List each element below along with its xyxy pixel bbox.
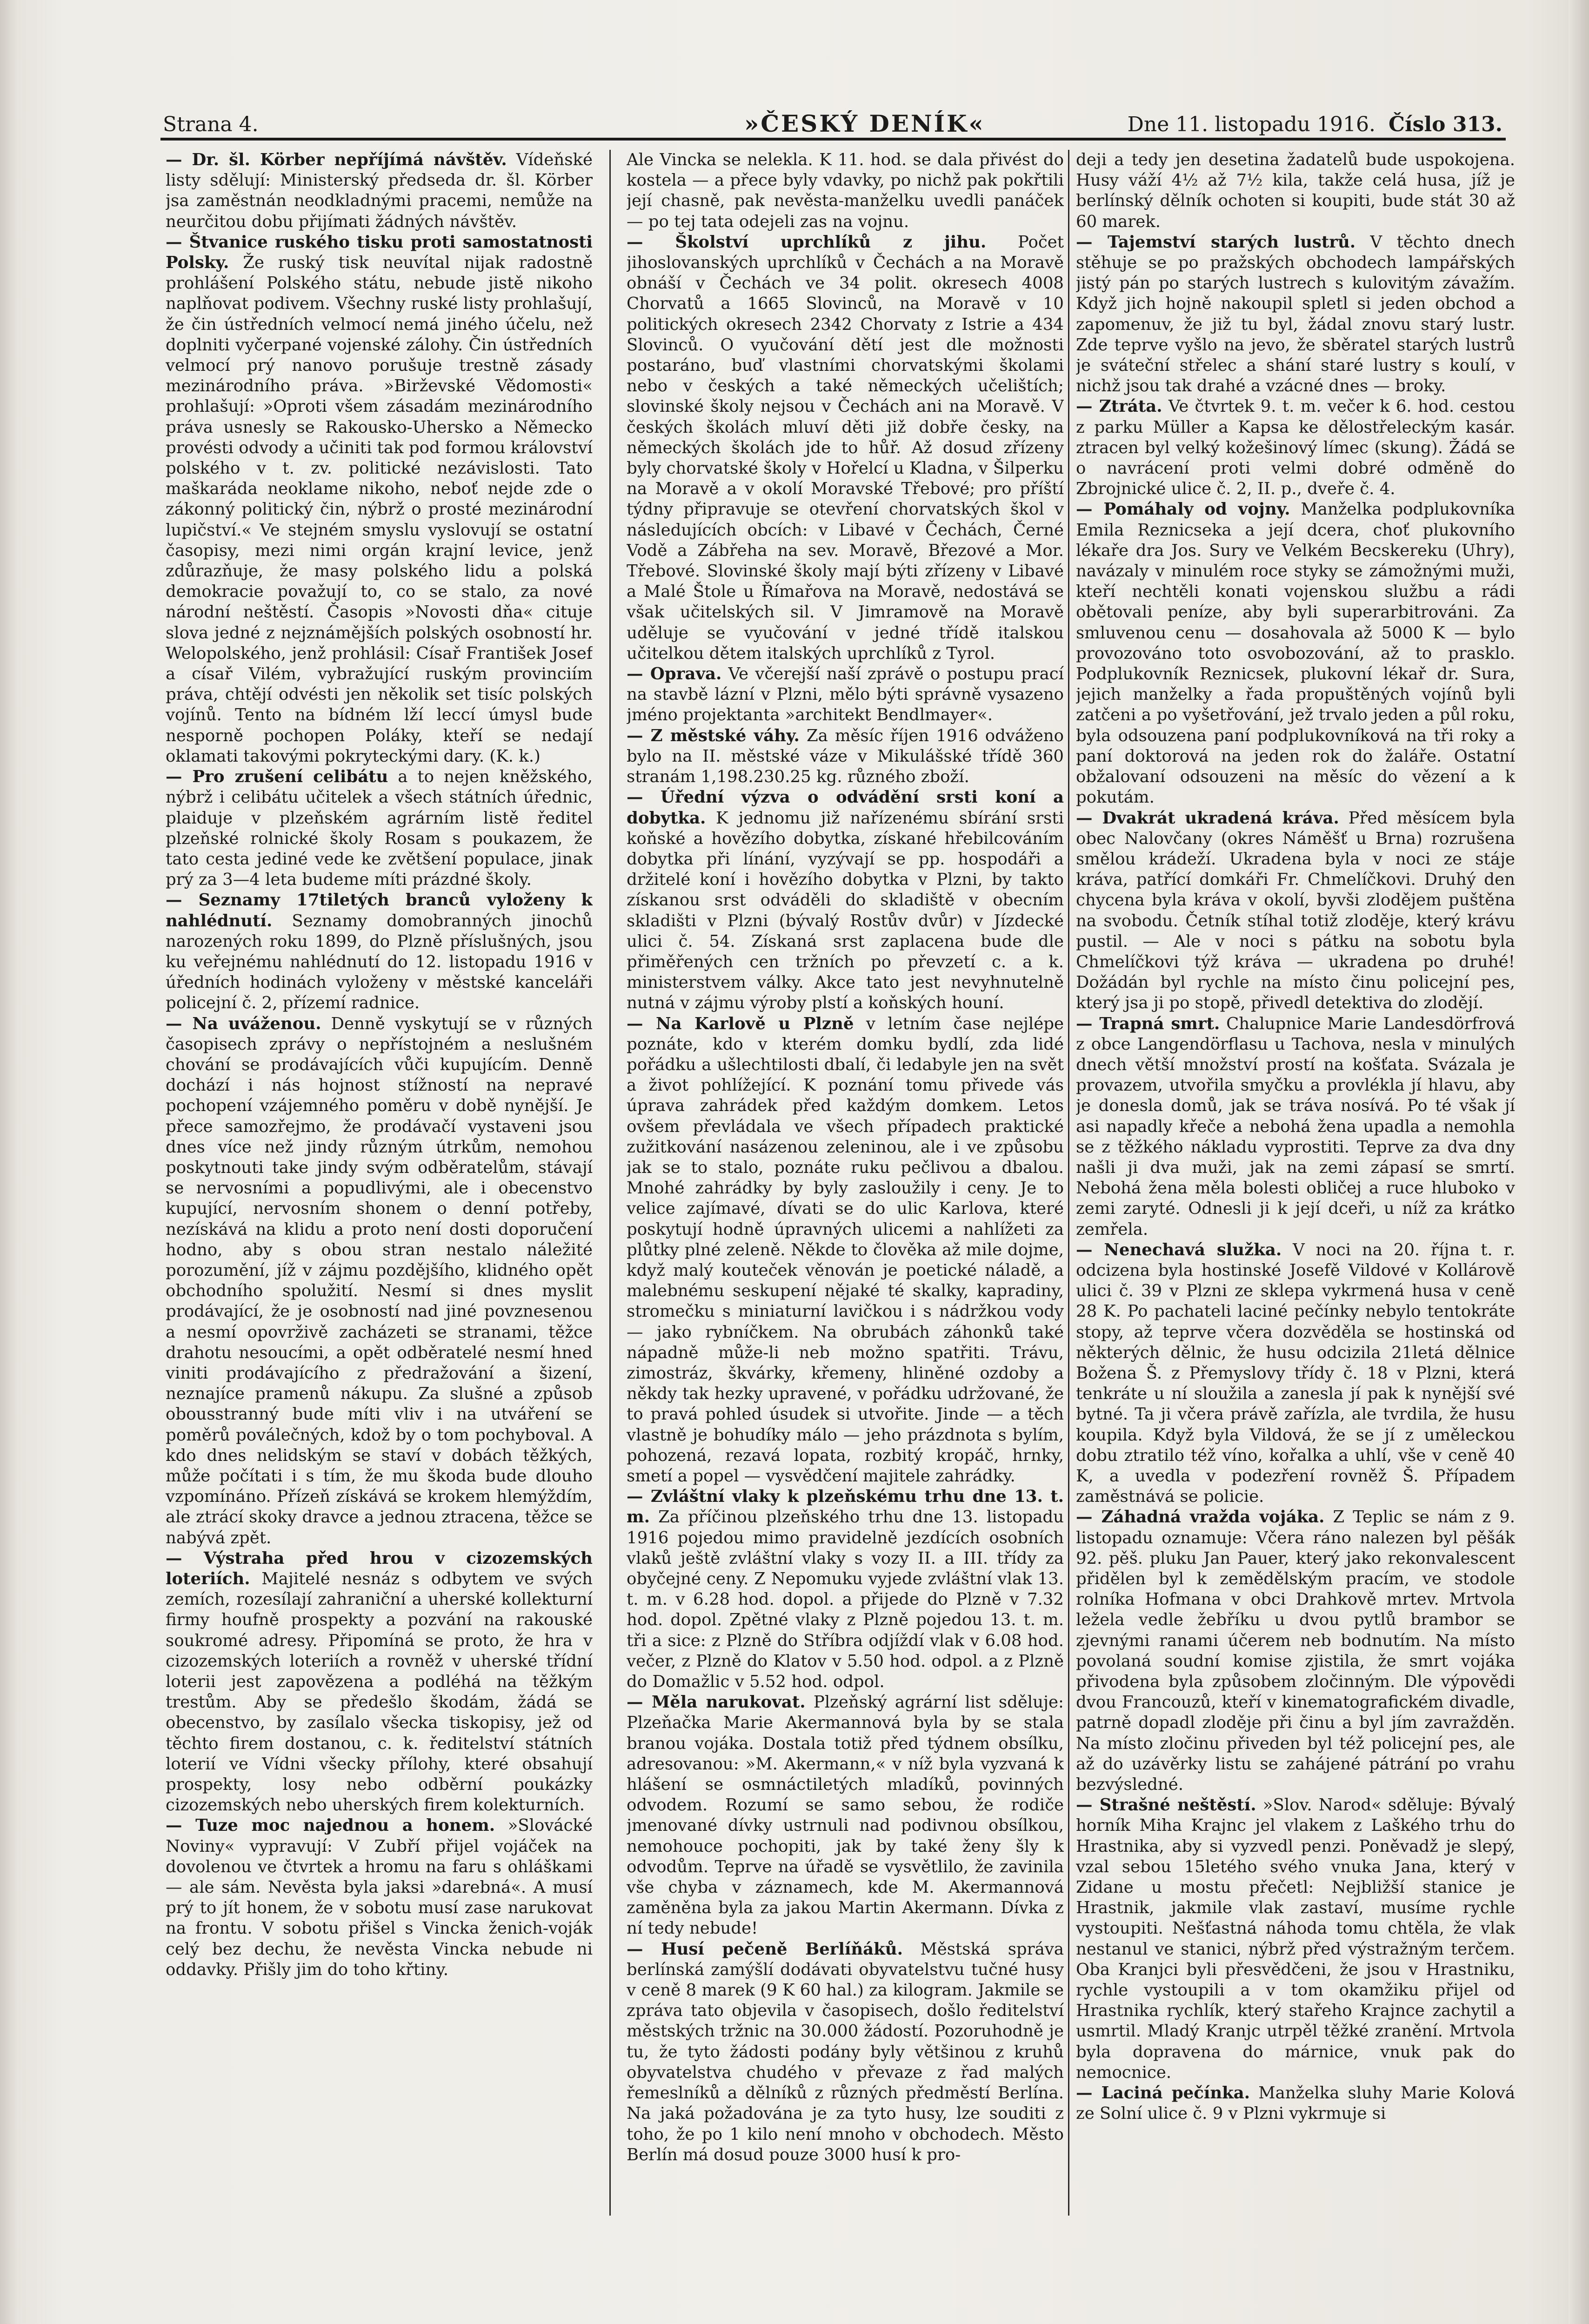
column-divider: [609, 150, 611, 2216]
article-body: a to nejen kněžského, nýbrž i celibátu učitelek a všech státních úřednic, plaiduje v plzeňském agrárním listě ředitel plzeňské rolnické školy Rosam s poukazem, že tato cesta jediné vede ke zvětšení populace, jinak prý za 3—4 leta budeme míti prázdné školy.: [166, 767, 593, 890]
article-body: »Slov. Narod« sděluje: Bývalý horník Miha Krajnc jel vlakem z Laškého trhu do Hrastnika, aby si vyzvedl penzi. Poněvadž je slepý, vzal sebou 15letého svého vnuka Jana, který v Zidane u mostu přečetl: Nejbližší stanice je Hrastnik, jakmile vlak zastaví, musíme rychle vystoupiti. Nešťastná náhoda tomu chtěla, že vlak nestanul ve stanici, nýbrž před výstražným terčem. Oba Kranjci byli přesvědčeni, že jsou v Hrastniku, rychle vystoupili a v tom okamžiku přijel od Hrastnika rychlík, který stařeho Krajnce zachytil a usmrtil. Mladý Kranjc utrpěl těžké zranění. Mrtvola byla dopravena do márnice, vnuk pak do nemocnice.: [1076, 1795, 1515, 2082]
article-headline: — Pomáhaly od vojny.: [1076, 500, 1290, 519]
masthead: »ČESKÝ DENÍK«: [744, 110, 985, 137]
article-headline: — Dr. šl. Körber nepříjímá návštěv.: [166, 150, 507, 169]
issue-number: Číslo 313.: [1388, 113, 1502, 136]
article-paragraph: [1076, 396, 1515, 499]
scan-edge-left: [0, 0, 19, 2324]
article-body: Ve čtvrtek 9. t. m. večer k 6. hod. cestou z parku Müller a Kapsa ke dělostřeleckým kasár. ztracen byl velký kožešinový límec (skung). Žádá se o navrácení proti velmi dobré odměně do Zbrojnické ulice č. 2, II. p., dveře č. 4.: [1076, 397, 1515, 499]
column-divider: [1068, 150, 1069, 2216]
article-paragraph: [627, 1692, 1064, 1939]
article-paragraph: [627, 1014, 1064, 1487]
article-body: Z Teplic se nám z 9. listopadu oznamuje: Včera ráno nalezen byl pěšák 92. pěš. pluku Jan Pauer, který jako rekonvalescent přidělen byl k zemědělským pracím, ve stodole rolníka Hofmana v obci Drahkově mrtev. Mrtvola ležela vedle žebříku u dvou pytlů brambor se zjevnými ranami účerem neb bodnutím. Na místo povolaná soudní komise zjistila, že smrt vojáka přivodena byla způsobem zločinným. Dle výpovědi dvou Francouzů, kteří v kinematografickém divadle, patrně dopadl zloděje při činu a byl jím zavražděn. Na místo zločinu přiveden byl též policejní pes, ale až do uzávěrky listu se zahájené pátrání po vrahu bezvýsledné.: [1076, 1507, 1515, 1795]
article-body: Majitelé nesnáz s odbytem ve svých zemích, rozesílají zahraniční a uherské kollekturní firmy houfně prospekty a pozvání na rakouské soukromé adresy. Připomíná se proto, že hra v cizozemských loteriích a rovněž v uherské třídní loterii jest zapovězena a podléhá na těžkým trestům. Aby se předešlo škodám, žádá se obecenstvo, by zasílalo všecka tiskopisy, jež od těchto firem dostanou, c. k. ředitelství státních loterií ve Vídni všecky přílohy, které obsahují prospekty, losy nebo odběrní poukázky cizozemských nebo uherských firem kolekturních.: [166, 1569, 593, 1815]
article-paragraph: [166, 1014, 593, 1548]
article-paragraph: [1076, 1507, 1515, 1795]
page-header: [163, 108, 1502, 141]
article-body: Počet jihoslovanských uprchlíků v Čechách a na Moravě obnáší v Čechách ve 34 polit. okresech 4008 Chorvatů a 1665 Slovinců, na Moravě v 10 politických okresech 2342 Chorvaty z Istrie a 434 Slovinců. O vyučování dětí jest dle možnosti postaráno, buď vlastními chorvatskými školami nebo v českých a také německých učelištích; slovinské školy nejsou v Čechách ani na Moravě. V českých školách mluví děti již dobře česky, na německých školách jde to hůř. Až dosud zřízeny byly chorvatské školy v Hořelcí u Kladna, v Šilperku na Moravě a v okolí Moravské Třebové; pro příští týdny připravuje se otevření chorvatských škol v následujících obcích: v Libavé v Čechách, Černé Vodě a Zábřeha na sev. Moravě, Březové a Mor. Třebové. Slovinské školy mají býti zřízeny v Libavé a Malé Štole u Římařova na Moravě, nedostává se však učitelských sil. V Jimramově na Moravě uděluje se vyučování v jedné třídě italskou učitelkou dětem italských uprchlíků z Tyrol.: [627, 232, 1064, 663]
article-paragraph: [166, 1548, 593, 1816]
article-paragraph: [627, 150, 1064, 232]
article-body: Před měsícem byla obec Nalovčany (okres Náměšť u Brna) rozrušena smělou krádeží. Ukradena byla v noci ze stáje kráva, patřící domkáři Fr. Chmelíčkovi. Druhý den chycena byla kráva v okolí, byvši zlodějem puštěna na svobodu. Četník stíhal totiž zloděje, který krávu pustil. — Ale v noci s pátku na sobotu byla Chmelíčkovi týž kráva — ukradena po druhé! Dožádán byl rychle na místo činu policejní pes, který jsa ji po stopě, přivedl detektiva do zlodějí.: [1076, 808, 1515, 1013]
article-body: Za příčinou plzeňského trhu dne 13. listopadu 1916 pojedou mimo pravidelně jezdících osobních vlaků ještě zvláštní vlaky s vozy II. a III. třídy za obyčejné ceny. Z Nepomuku vyjede zvláštní vlak 13. t. m. v 6.28 hod. dopol. a přijede do Plzně v 7.32 hod. dopol. Zpětné vlaky z Plzně pojedou 13. t. m. tři a sice: z Plzně do Stříbra odjíždí vlak v 6.08 hod. večer, z Plzně do Klatov v 5.50 hod. odpol. a z Plzně do Domažlic v 5.52 hod. odpol.: [627, 1507, 1064, 1692]
page-number: Strana 4.: [163, 113, 259, 136]
article-body: Plzeňský agrární list sděluje: Plzeňačka Marie Akermannová byla by se stala branou vojáka. Dostala totiž před týdnem obsílku, adresovanou: »M. Akermann,« v níž byla vyzvaná k hlášení se osmnáctiletých mladíků, povinných odvodem. Rozumí se samo sebou, že rodiče jmenované dívky ustrnuli nad podivnou obsílkou, nemohouce pochopiti, jak by také ženy šly k odvodům. Teprve na úřadě se vysvětlilo, že zavinila vše chyba v záznamech, kde M. Akermannová zaměněna byla za jakou Martin Akermann. Dívka z ní tedy nebude!: [627, 1693, 1064, 1938]
article-paragraph: [1076, 2083, 1515, 2124]
scan-edge-right: [1569, 0, 1589, 2324]
column-1: [166, 150, 593, 2216]
article-headline: — Z městské váhy.: [627, 726, 800, 745]
article-body: Ale Vincka se nelekla. K 11. hod. se dala přivést do kostela — a přece byly vdavky, po nichž pak pokřtili její chasně, pak nevěsta-manželku uvedli panáček — po tej tata odejeli zas na vojnu.: [627, 150, 1064, 231]
column-3: [1076, 150, 1515, 2216]
article-paragraph: [166, 890, 593, 1013]
article-headline: — Na uváženou.: [166, 1014, 321, 1033]
article-paragraph: [627, 726, 1064, 788]
article-paragraph: [1076, 1795, 1515, 2083]
article-body: Za měsíc říjen 1916 odváženo bylo na II. městské váze v Mikulášské třídě 360 stranám 1,198.230.25 kg. různého zboží.: [627, 726, 1064, 787]
article-body: Manželka podplukovníka Emila Reznicseka a její dcera, choť plukovního lékaře dra Jos. Sury ve Velkém Becskereku (Uhry), navázaly v minulém roce styky se zámožnými muži, kteří nechtěli konati vojenskou službu a rádi obětovali peníze, aby byli superarbitrováni. Za smluvenou cenu — dosahovala až 5000 K — bylo provozováno toto osvobozování, až to prasklo. Podplukovník Reznicsek, plukovní lékař dr. Sura, jejich manželky a řada propuštěných vojínů byli zatčeni a po vyšetřování, jež trvalo jeden a půl roku, byla odsouzena paní podplukovníková na tři roky a paní doktorová na jeden rok do žaláře. Ostatní obžalovaní odsouzeni na měsíc do vězení a k pokutám.: [1076, 500, 1515, 807]
article-headline: — Dvakrát ukradená kráva.: [1076, 808, 1339, 828]
article-headline: — Nenechavá služka.: [1076, 1240, 1282, 1259]
article-body: Seznamy domobranných jinochů narozených roku 1899, do Plzně příslušných, jsou ku veřejnému nahlédnutí do 12. listopadu 1916 v úředních hodinách vyloženy v městské kanceláři policejní č. 2, přízemí radnice.: [166, 911, 593, 1013]
article-paragraph: [627, 1939, 1064, 2165]
article-paragraph: [166, 767, 593, 890]
article-headline: — Strašné neštěstí.: [1076, 1795, 1256, 1815]
article-headline: — Školství uprchlíků z jihu.: [627, 232, 987, 252]
article-headline: — Seznamy 17tiletých branců vyloženy k nahlédnutí.: [166, 891, 593, 931]
article-body: v letním čase nejlépe poznáte, kdo v kterém domku bydlí, zda lidé pořádku a ušlechtilosti dbalí, či ledabyle jen na svět a život pohlížející. K poznání tomu přivede vás úprava zahrádek před každým domkem. Letos ovšem převládala ve všech případech praktické zužitkování nasázenou zeleninou, ale i ve způsobu jak se to stalo, poznáte ruku pečlivou a dbalou. Mnohé zahrádky by byly zasloužily i ceny. Je to velice zajímavé, dívati se do ulic Karlova, které poskytují hodně úpravných ulicemi a nahlížeti za plůtky plné zeleně. Někde to člověka až mile dojme, když malý kouteček věnován je poetické náladě, a malebnému seskupení nějaké té skalky, kapradiny, stromečku s miniaturní lavičkou i s nádržkou vody — jako rybníčkem. Na obrubách záhonků také nápadně může-li neb možno spatřiti. Trávu, zimostráz, škvárky, křemeny, hliněné ozdoby a někdy tak hezky upravené, v pořádku udržované, že to pravá pohled úsudek si utvořite. Jinde — a těch vlastně je bohudíky málo — jeho prázdnota s bylím, pohozená, rezavá lopata, rozbitý kropáč, hrnky, smetí a popel — vysvědčení majitele zahrádky.: [627, 1014, 1064, 1486]
header-rule: [160, 138, 1506, 141]
article-body: Ve včerejší naší zprávě o postupu prací na stavbě lázní v Plzni, mělo býti správně vysazeno jméno projektanta »architekt Bendlmayer«.: [627, 664, 1064, 725]
article-paragraph: [627, 232, 1064, 664]
article-headline: — Výstraha před hrou v cizozemských loteriích.: [166, 1548, 593, 1589]
article-paragraph: [627, 664, 1064, 726]
article-body: Manželka sluhy Marie Kolová ze Solní ulice č. 9 v Plzni vykrmuje si: [1076, 2083, 1515, 2123]
article-paragraph: [1076, 150, 1515, 232]
article-headline: — Úřední výzva o odvádění srsti koní a dobytka.: [627, 788, 1064, 828]
date-issue: [1128, 113, 1502, 136]
article-paragraph: [166, 150, 593, 232]
article-headline: — Husí pečeně Berlíňáků.: [627, 1939, 903, 1959]
article-paragraph: [166, 232, 593, 767]
article-headline: — Štvanice ruského tisku proti samostatnosti Polsky.: [166, 232, 593, 273]
article-headline: — Ztráta.: [1076, 397, 1162, 416]
article-body: Chalupnice Marie Landesdörfrová z obce Langendörflasu u Tachova, nesla v minulých dnech větší množství prostí na košťata. Svázala je provazem, utvořila smyčku a provlékla jí hlavu, aby je donesla domů, jak se tráva nosívá. Po té však jí asi napadly křeče a nebohá žena upadla a nemohla se z těžkého nákladu vyprostiti. Teprve za dva dny našli ji dva muži, jak na zemi zápasí se smrtí. Nebohá žena měla bolesti obličej a ruce hluboko v zemi zaryté. Odnesli ji k její dceři, u níž za krátko zemřela.: [1076, 1014, 1515, 1239]
article-body: Vídeňské listy sdělují: Ministerský předseda dr. šl. Körber jsa zaměstnán neodkladnými pracemi, nemůže na neurčitou dobu přijímati žádných návštěv.: [166, 150, 593, 231]
article-paragraph: [1076, 499, 1515, 808]
article-body: Že ruský tisk neuvítal nijak radostně prohlášení Polského státu, nebude jistě nikoho naplňovat podivem. Všechny ruské listy prohlašují, že čin ústředních velmocí nemá jiného účelu, než doplniti vyčerpané vojenské zálohy. Čin ústředních velmocí prý nanovo porušuje trestně zásady mezinárodního práva. »Birževské Vědomosti« prohlašují: »Oproti všem zásadám mezinárodního práva usnesly se Rakousko-Uhersko a Německo provésti odvody a učiniti tak pod formou království polského v t. zv. politické nezávislosti. Tato maškaráda neoklame nikoho, neboť nejde zde o zákonný politický čin, nýbrž o prosté mezinárodní lupičství.« Ve stejném smyslu vyslovují se ostatní časopisy, mezi nimi orgán krajní levice, jenž zdůrazňuje, že masy polského lidu a polská demokracie považují to, co se stalo, za nové národní neštěstí. Časopis »Novosti dňa« cituje slova jedné z nejznámějších polských osobností hr. Welopolského, jenž prohlásil: Císař František Josef a císař Vilém, vybražující ruským provinciím práva, chtějí odvésti jen několik set tisíc polských vojínů. Tento na bídném lží leccí úmysl bude nesporně pochopen Poláky, kteří se nedají oklamati takovými pokryteckými dary. (K. k.): [166, 253, 593, 766]
article-headline: — Pro zrušení celibátu: [166, 767, 388, 787]
article-headline: — Tajemství starých lustrů.: [1076, 232, 1356, 252]
article-headline: — Záhadná vražda vojáka.: [1076, 1507, 1325, 1527]
article-paragraph: [627, 787, 1064, 1013]
issue-date: Dne 11. listopadu 1916.: [1127, 113, 1375, 136]
article-paragraph: [1076, 232, 1515, 397]
article-headline: — Trapná smrt.: [1076, 1014, 1220, 1033]
article-headline: — Oprava.: [627, 664, 722, 684]
article-body: deji a tedy jen desetina žadatelů bude uspokojena. Husy váží 4½ až 7½ kila, takže celá husa, jíž je berlínský dělník ochoten si koupiti, bude stát 30 až 60 marek.: [1076, 150, 1515, 231]
article-body: Denně vyskytují se v různých časopisech zprávy o nepřístojném a neslušném chování se prodávajících vůči kupujícím. Denně dochází i nás hojnost stížností na nepravé pochopení vzájemného poměru v době nynější. Je přece samozřejmo, že prodávačí vystaveni jsou dnes více než jindy různým útrkům, nemohou poskytnouti take jindy svým odběratelům, stávají se nervosními a popudlivými, ale i obecenstvo kupující, nervosním shonem o denní potřeby, nezískává na klidu a proto není dosti doporučení hodno, aby s obou stran nestalo náležité porozumění, jíž v zájmu pozdějšího, klidného opět obchodního spolužití. Nesmí si dnes myslit prodávající, že je osobností nad jiné povznesenou a nesmí opovrživě zacházeti se stranami, těžce drahotu nesoucími, a opět odběratelé nesmí hned viniti prodávajícího z předražování a šizení, neznajíce pramenů nákupu. Za slušné a způsob obousstranný bude míti vliv i na utváření se poměrů poválečných, kdož by o tom pochyboval. A kdo dnes nelidským se staví v dobách těžkých, může počítati i s tím, že mu škoda bude dlouho vzpomínáno. Přízeň získává se krokem hlemýždím, ale ztrácí skoky dravce a jednou ztracena, těžce se nabývá zpět.: [166, 1014, 593, 1547]
article-paragraph: [1076, 1014, 1515, 1240]
article-headline: — Zvláštní vlaky k plzeňskému trhu dne 13. t. m.: [627, 1487, 1064, 1527]
article-headline: — Měla narukovat.: [627, 1693, 806, 1712]
article-headline: — Tuze moc najednou a honem.: [166, 1816, 495, 1835]
article-paragraph: [627, 1487, 1064, 1692]
article-paragraph: [1076, 1240, 1515, 1507]
article-body: V těchto dnech stěhuje se po pražských obchodech lampářských jistý pán po starých lustrech s kulovitým závažím. Když jich hojně nakoupil spletl si jeden obchod a zapomenuv, že již tu byl, žádal znovu starý lustr. Zde teprve vyšlo na jevo, že sběratel starých lustrů je sváteční střelec a shání staré lustry s koulí, v nichž jsou tak drahé a vzácné dnes — broky.: [1076, 232, 1515, 396]
article-paragraph: [166, 1815, 593, 1980]
article-paragraph: [1076, 808, 1515, 1014]
article-headline: — Na Karlově u Plzně: [627, 1014, 854, 1033]
article-body: V noci na 20. října t. r. odcizena byla hostinské Josefě Vildové v Kollárově ulici č. 39 v Plzni ze sklepa vykrmená husa v ceně 28 K. Po pachateli laciné pečínky nebylo tentokráte stopy, až teprve včera dozvěděla se hostinská od některých dělnic, že husu odcizila 21letá dělnice Božena Š. z Přemyslovy třídy č. 18 v Plzni, která tenkráte u ní sloužila a zanesla jí pak k nynější své bytné. Ta ji včera právě zařízla, ale tvrdila, že husu koupila. Když byla Vildová, že se jí z uměleckou dobu ztratilo též víno, kořalka a uhlí, vše v ceně 40 K, a uvedla v podezření rovněž Š. Případem zaměstnává se policie.: [1076, 1240, 1515, 1507]
article-body: »Slovácké Noviny« vypravují: V Zubří přijel vojáček na dovolenou ve čtvrtek a hromu na faru s ohláškami — ale sám. Nevěsta byla jaksi »darebná«. A musí prý to jít honem, že v sobotu musí zase narukovat na frontu. V sobotu přišel s Vincka ženich-voják celý bez dechu, že nevěsta Vincka nebude ni oddavky. Přišly jim do toho křtiny.: [166, 1816, 593, 1979]
article-headline: — Laciná pečínka.: [1076, 2083, 1250, 2103]
column-2: [627, 150, 1064, 2216]
article-body: K jednomu již nařízenému sbírání srsti koňské a hovězího dobytka, získané hřebilcováním dobytka při línání, vyzývají se pp. hospodáři a držitelé koní i hovězího dobytka v Plzni, by takto získanou srst odváděli do skladiště v obecním skladišti v Plzni (bývalý Rostův dvůr) v Jízdecké ulici č. 54. Získaná srst zaplacena bude dle přiměřených cen tržních po převzetí c. a k. ministerstvem války. Akce tato jest nevyhnutelně nutná v zájmu výroby plstí a koňských houní.: [627, 808, 1064, 1013]
article-body: Městská správa berlínská zamýšlí dodávati obyvatelstvu tučné husy v ceně 8 marek (9 K 60 hal.) za kilogram. Jakmile se zpráva tato objevila v časopisech, došlo ředitelství městských tržnic na 30.000 žádostí. Pozoruhodně je tu, že tyto žádosti podány byly většinou z kruhů obyvatelstva chudého v převaze z řad malých řemeslníků a dělníků z různých předměstí Berlína. Na jaká požadována je za tyto husy, lze souditi z toho, že po 1 kilo není mnoho v obchodech. Město Berlín má dosud pouze 3000 husí k pro-: [627, 1939, 1064, 2164]
